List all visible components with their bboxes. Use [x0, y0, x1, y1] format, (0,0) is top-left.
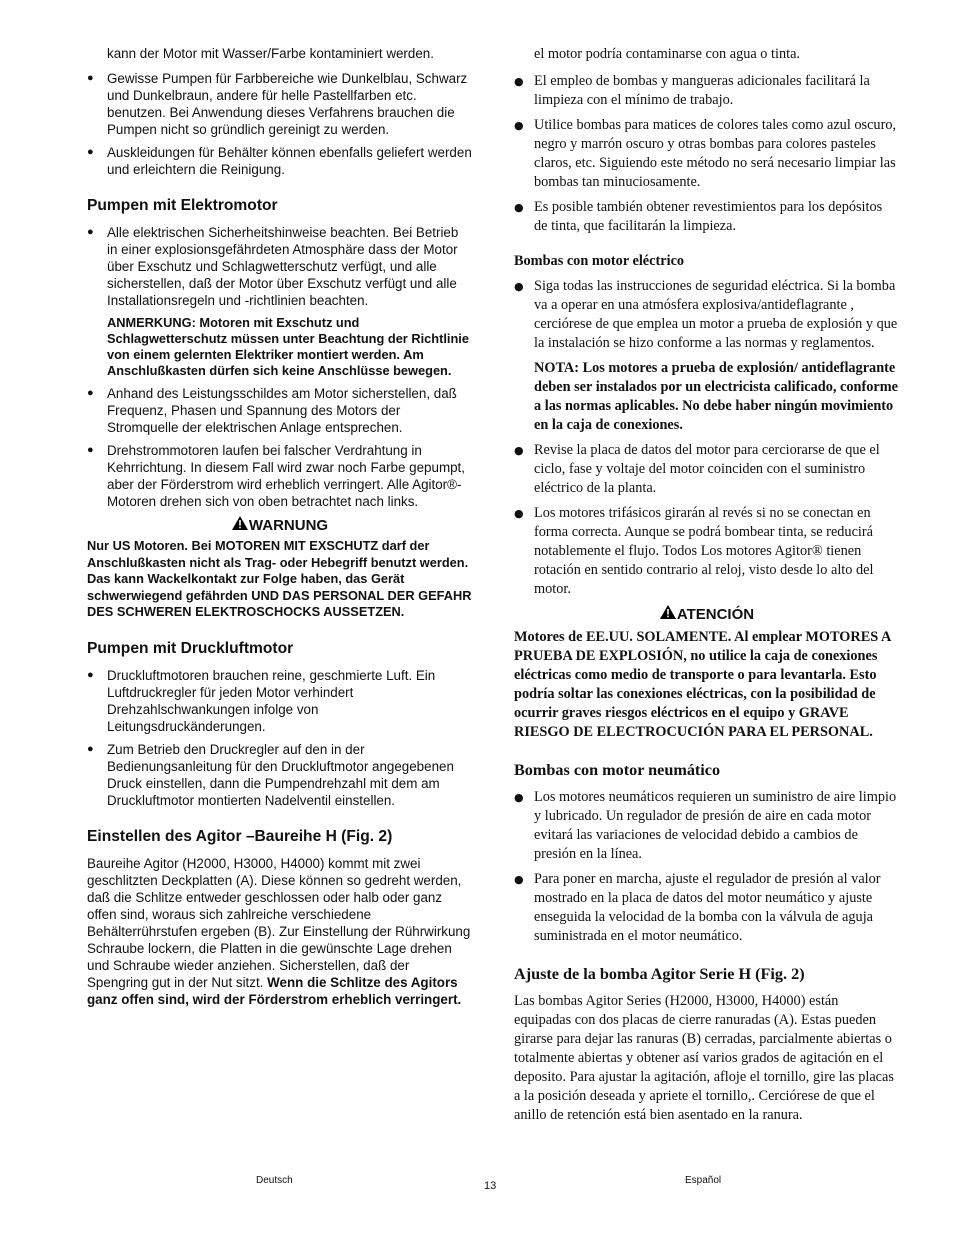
page-number: 13: [484, 1180, 497, 1192]
warning-heading: [514, 605, 899, 624]
spanish-column: [514, 45, 899, 1125]
warning-text: Nur US Motoren. Bei MOTOREN MIT EXSCHUTZ darf der Anschlußkasten nicht als Trag- oder Hebegriff benutzt werden. Das kann Wackelkontakt zur Folge haben, das Gerät schwerwiegend gefährden UND DAS PERSONAL DER GEFAHR DES SCHWEREN ELEKTROSCHOCKS AUSSETZEN.: [87, 538, 472, 619]
heading-druckluftmotor: Pumpen mit Druckluftmotor: [87, 639, 294, 657]
list-item: ● Druckluftmotoren brauchen reine, geschmierte Luft. Ein Luftdruckregler für jeden Motor verhindert Drehzahlschwankungen infolge von Leitungsdruckänderungen.: [87, 667, 472, 735]
list-item: ● Los motores trifásicos girarán al revés si no se conectan en forma correcta. Aunque se podrá bombear tinta, se reducirá notablemente el flujo. Todos Los motores Agitor® tienen rotación en sentido contrario al reloj, visto desde lo alto del motor.: [514, 504, 899, 599]
warning-title: WARNUNG: [248, 517, 329, 534]
list-item: ● Anhand des Leistungsschildes am Motor sicherstellen, daß Frequenz, Phasen und Spannung des Motors der Stromquelle der elektrischen Anlage entsprechen.: [87, 385, 472, 436]
heading-motor-electrico: Bombas con motor eléctrico: [514, 253, 685, 269]
german-column: [87, 45, 472, 1008]
intro-continuation: el motor podría contaminarse con agua o tinta.: [534, 46, 800, 62]
ajuste-text: Las bombas Agitor Series (H2000, H3000, H4000) están equipadas con dos placas de cierre ranuradas (A). Estas pueden girarse para dejar las ranuras (B) cerradas, parcialmente abiertas o totalmente abiertas y obtener así varios grados de agitación en el deposito. Para ajustar la agitación, afloje el tornillo, gire las placas a la posición deseada y apriete el tornillo,. Cerciórese de que el anillo de retención está bien asentado en la ranura.: [514, 993, 894, 1123]
list-item: ● Zum Betrieb den Druckregler auf den in der Bedienungsanleitung für den Druckluftmotor angegebenen Druck einstellen, dann die Pumpendrehzahl mit dem am Druckluftmotor montierten Nadelventil einstellen.: [87, 741, 472, 809]
list-item: ● Revise la placa de datos del motor para cerciorarse de que el ciclo, fase y voltaje del motor coinciden con el suministro eléctrico de la planta.: [514, 441, 899, 498]
footer-language-left: Deutsch: [256, 1175, 293, 1186]
einstellen-body: Baureihe Agitor (H2000, H3000, H4000) kommt mit zwei geschlitzten Deckplatten (A). Diese können so gedreht werden, daß die Schlitze entweder geschlossen oder halb oder ganz offen sind, woraus sich zahlreiche verschiedene Behälterrührstufen ergeben (B). Zur Einstellung der Rührwirkung Schraube lockern, die Platten in die gewünschte Lage drehen und Schraube wieder anziehen. Sicherstellen, daß der Spengring gut in der Nut sitzt.: [87, 855, 471, 990]
einstellen-text: [87, 855, 472, 1008]
list-item: ● Alle elektrischen Sicherheitshinweise beachten. Bei Betrieb in einer explosionsgefährdeten Atmosphäre dass der Motor über Exschutz und Schlagwetterschutz verfügt, und alle sicherstellen, daß der Motor über Exschutz verfügt und alle Installationsregeln und -richtlinien beachten.: [87, 224, 472, 309]
warning-triangle-icon: [231, 516, 249, 534]
heading-elektromotor: Pumpen mit Elektromotor: [87, 197, 278, 214]
heading-ajuste: Ajuste de la bomba Agitor Serie H (Fig. 2): [514, 965, 805, 983]
warning-heading: [87, 516, 472, 534]
note-anmerkung: ANMERKUNG: Motoren mit Exschutz und Schlagwetterschutz müssen unter Beachtung der Richtlinie von einem gelernten Elektriker montiert werden. Am Anschlußkasten dürfen sich keine Anschlüsse bewegen.: [107, 315, 469, 378]
heading-motor-neumatico: Bombas con motor neumático: [514, 761, 721, 779]
warning-text: Motores de EE.UU. SOLAMENTE. Al emplear MOTORES A PRUEBA DE EXPLOSIÓN, no utilice la caja de conexiones eléctricas como medio de transporte o para levantarla. Esto podría soltar las conexiones eléctricas, con la posibilidad de ocurrir graves riesgos eléctricos en el equipo y GRAVE RIESGO DE ELECTROCUCIÓN PARA EL PERSONAL.: [514, 629, 891, 740]
footer-language-right: Español: [685, 1175, 722, 1186]
list-item: ● Gewisse Pumpen für Farbbereiche wie Dunkelblau, Schwarz und Dunkelbraun, andere für helle Pastellfarben etc. benutzen. Bei Anwendung dieses Verfahrens brauchen die Pumpen nicht so gründlich gereinigt zu werden.: [87, 70, 472, 138]
warning-triangle-icon: [659, 605, 677, 624]
list-item: ● Drehstrommotoren laufen bei falscher Verdrahtung in Kehrrichtung. In diesem Fall wird zwar noch Farbe gepumpt, aber der Förderstrom wird erheblich verringert. Alle Agitor®-Motoren drehen sich von oben betrachtet nach links.: [87, 442, 472, 510]
note-nota: NOTA: Los motores a prueba de explosión/ antideflagrante deben ser instalados por un electricista calificado, conforme a las normas aplicables. No debe haber ningún movimiento en la caja de conexiones.: [534, 360, 899, 433]
list-item: ● El empleo de bombas y mangueras adicionales facilitará la limpieza con el mínimo de trabajo.: [514, 72, 899, 110]
einstellen-bold: Wenn die Schlitze des Agitors ganz offen sind, wird der Förderstrom erheblich verringert.: [87, 974, 462, 1007]
heading-einstellen: Einstellen des Agitor –Baureihe H (Fig. 2): [87, 827, 393, 845]
warning-title: ATENCIÓN: [676, 606, 755, 623]
list-item: ● Los motores neumáticos requieren un suministro de aire limpio y lubricado. Un regulador de presión de aire en cada motor evitará las variaciones de velocidad debido a cambios de presión en la línea.: [514, 788, 899, 864]
list-item: ● Auskleidungen für Behälter können ebenfalls geliefert werden und erleichtern die Reinigung.: [87, 144, 472, 178]
list-item: ● Siga todas las instrucciones de seguridad eléctrica. Si la bomba va a operar en una atmósfera explosiva/antideflagrante , cerciórese de que emplea un motor a prueba de explosión y que la instalación se hizo conforme a las normas y reglamentos.: [514, 277, 899, 353]
intro-continuation: kann der Motor mit Wasser/Farbe kontaminiert werden.: [107, 46, 434, 61]
list-item: ● Utilice bombas para matices de colores tales como azul oscuro, negro y marrón oscuro y otras bombas para colores pasteles claros, etc. Siguiendo este método no será necesario limpiar las bombas tan minuciosamente.: [514, 116, 899, 192]
list-item: ● Para poner en marcha, ajuste el regulador de presión al valor mostrado en la placa de datos del motor neumático y ajuste enseguida la velocidad de la bomba con la válvula de aguja suministrada en el motor neumático.: [514, 870, 899, 946]
list-item: ● Es posible también obtener revestimientos para los depósitos de tinta, que facilitarán la limpieza.: [514, 198, 899, 236]
